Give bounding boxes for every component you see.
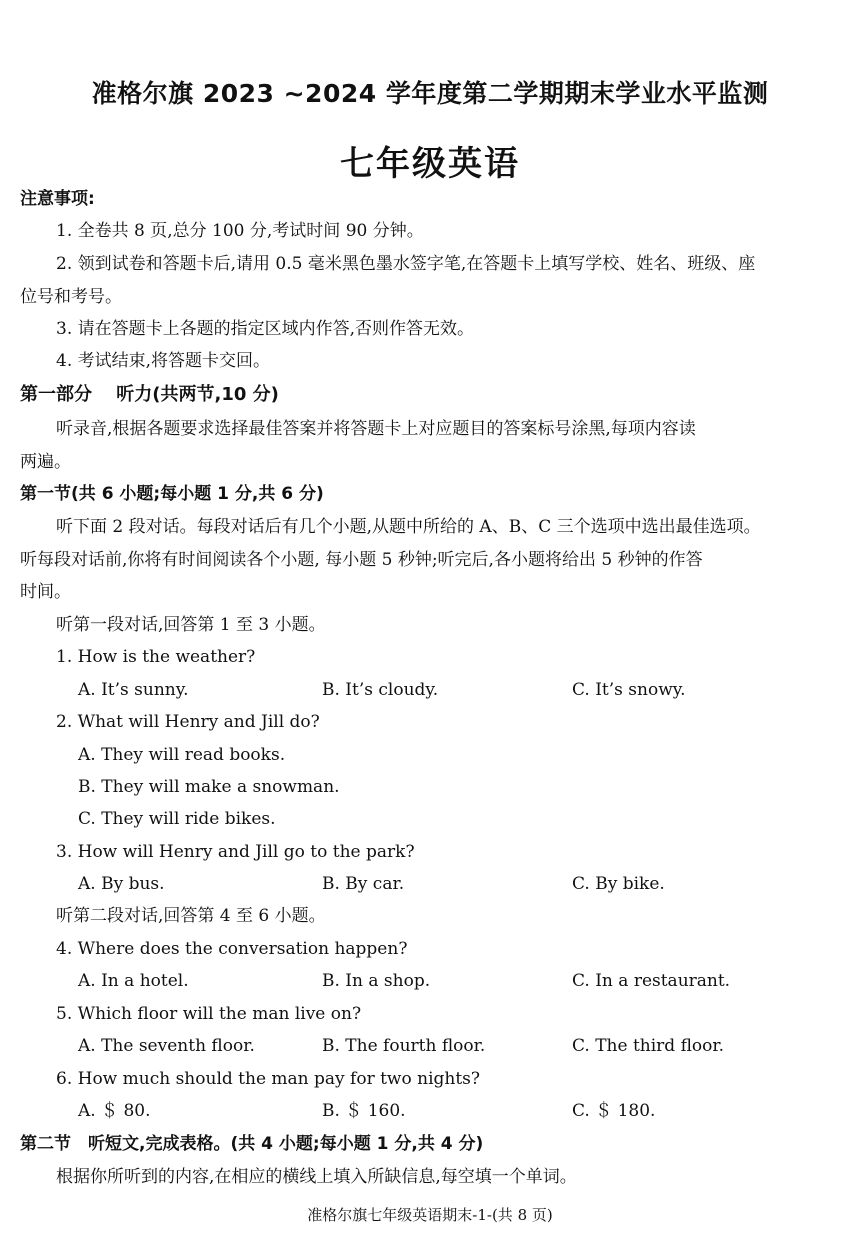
option-c: C. ＄ 180. bbox=[572, 1101, 656, 1121]
section2-heading: 第二节 听短文,完成表格。(共 4 小题;每小题 1 分,共 4 分) bbox=[20, 1134, 484, 1154]
option-a: A. The seventh floor. bbox=[78, 1036, 255, 1056]
section1-heading: 第一节(共 6 小题;每小题 1 分,共 6 分) bbox=[20, 484, 324, 504]
section1-instruction: 听每段对话前,你将有时间阅读各个小题, 每小题 5 秒钟;听完后,各小题将给出 5 秒钟的作答 bbox=[20, 550, 703, 570]
page-footer: 准格尔旗七年级英语期末-1-(共 8 页) bbox=[307, 1206, 553, 1224]
question-5-options bbox=[0, 1035, 860, 1057]
question-6-options bbox=[0, 1100, 860, 1122]
notice-item: 1. 全卷共 8 页,总分 100 分,考试时间 90 分钟。 bbox=[56, 221, 424, 241]
notice-item: 3. 请在答题卡上各题的指定区域内作答,否则作答无效。 bbox=[56, 319, 475, 339]
option-c: C. They will ride bikes. bbox=[78, 809, 276, 829]
notice-item: 4. 考试结束,将答题卡交回。 bbox=[56, 351, 271, 371]
option-a: A. They will read books. bbox=[78, 745, 286, 765]
question-1: 1. How is the weather? bbox=[56, 647, 256, 667]
option-c: C. It’s snowy. bbox=[572, 680, 686, 700]
option-a: A. ＄ 80. bbox=[78, 1101, 151, 1121]
exam-subtitle: 七年级英语 bbox=[340, 144, 520, 184]
option-c: C. By bike. bbox=[572, 874, 665, 894]
option-c: C. The third floor. bbox=[572, 1036, 725, 1056]
question-2: 2. What will Henry and Jill do? bbox=[56, 712, 320, 732]
exam-title: 准格尔旗 2023 ~2024 学年度第二学期期末学业水平监测 bbox=[91, 79, 769, 108]
notice-item: 位号和考号。 bbox=[20, 287, 122, 307]
part1-instruction: 听录音,根据各题要求选择最佳答案并将答题卡上对应题目的答案标号涂黑,每项内容读 bbox=[56, 419, 696, 439]
option-a: A. By bus. bbox=[78, 874, 165, 894]
option-b: B. They will make a snowman. bbox=[78, 777, 340, 797]
section1-instruction: 时间。 bbox=[20, 582, 71, 602]
question-4: 4. Where does the conversation happen? bbox=[56, 939, 408, 959]
part1-heading: 第一部分 听力(共两节,10 分) bbox=[20, 384, 279, 405]
option-b: B. In a shop. bbox=[322, 971, 431, 991]
option-a: A. In a hotel. bbox=[78, 971, 189, 991]
option-c: C. In a restaurant. bbox=[572, 971, 731, 991]
question-4-options bbox=[0, 970, 860, 992]
section2-instruction: 根据你所听到的内容,在相应的横线上填入所缺信息,每空填一个单词。 bbox=[56, 1167, 577, 1187]
part1-instruction: 两遍。 bbox=[20, 452, 71, 472]
dialog1-instruction: 听第一段对话,回答第 1 至 3 小题。 bbox=[56, 615, 326, 635]
dialog2-instruction: 听第二段对话,回答第 4 至 6 小题。 bbox=[56, 906, 326, 926]
notice-heading: 注意事项: bbox=[20, 189, 95, 209]
question-3: 3. How will Henry and Jill go to the park? bbox=[56, 842, 415, 862]
option-b: B. It’s cloudy. bbox=[322, 680, 439, 700]
section1-instruction: 听下面 2 段对话。每段对话后有几个小题,从题中所给的 A、B、C 三个选项中选出最佳选项。 bbox=[56, 517, 761, 537]
notice-item: 2. 领到试卷和答题卡后,请用 0.5 毫米黑色墨水签字笔,在答题卡上填写学校、姓名、班级、座 bbox=[56, 254, 756, 274]
question-3-options bbox=[0, 873, 860, 895]
option-b: B. By car. bbox=[322, 874, 405, 894]
question-6: 6. How much should the man pay for two nights? bbox=[56, 1069, 481, 1089]
question-5: 5. Which floor will the man live on? bbox=[56, 1004, 362, 1024]
option-a: A. It’s sunny. bbox=[78, 680, 189, 700]
option-b: B. ＄ 160. bbox=[322, 1101, 406, 1121]
question-1-options bbox=[0, 679, 860, 701]
option-b: B. The fourth floor. bbox=[322, 1036, 486, 1056]
